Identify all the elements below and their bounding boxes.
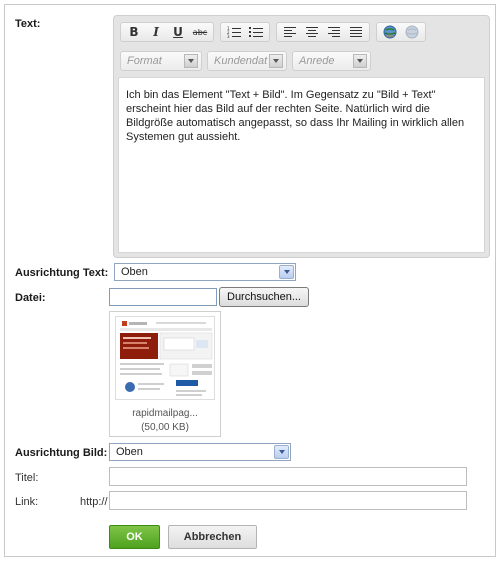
link-label: Link: (15, 496, 39, 508)
remove-link-button[interactable] (401, 23, 423, 41)
link-group (376, 22, 426, 42)
format-dropdown[interactable] (120, 51, 202, 71)
editor-toolbar-dropdowns (120, 51, 376, 71)
form-panel (4, 4, 496, 557)
chevron-down-icon (269, 54, 283, 68)
ordered-list-icon (227, 26, 241, 38)
thumbnail-preview-image (115, 316, 215, 400)
align-right-icon (328, 27, 340, 38)
align-left-button[interactable] (279, 23, 301, 41)
image-thumbnail[interactable] (109, 311, 221, 437)
align-left-icon (284, 27, 296, 38)
globe-link-icon (382, 25, 398, 39)
text-alignment-select[interactable] (114, 263, 296, 281)
chevron-down-icon (353, 54, 367, 68)
alignment-group (276, 22, 370, 42)
editor-toolbar-formatting (120, 22, 432, 42)
chevron-down-icon (184, 54, 198, 68)
insert-link-button[interactable] (379, 23, 401, 41)
align-justify-icon (350, 27, 362, 38)
file-path-input[interactable] (109, 288, 217, 306)
ordered-list-button[interactable] (223, 23, 245, 41)
strikethrough-button[interactable]: abc (192, 27, 208, 37)
underline-button[interactable]: U (173, 25, 183, 39)
italic-button[interactable]: I (153, 25, 159, 39)
align-right-button[interactable] (323, 23, 345, 41)
text-alignment-label: Ausrichtung Text: (15, 267, 109, 279)
thumbnail-filesize: (50,00 KB) (141, 422, 189, 433)
chevron-down-icon (274, 445, 289, 459)
image-alignment-label: Ausrichtung Bild: (15, 447, 108, 459)
list-group (220, 22, 270, 42)
bold-button[interactable]: B (129, 25, 139, 39)
text-style-group (120, 22, 214, 42)
webpage-preview-icon (116, 317, 215, 400)
cancel-button[interactable]: Abbrechen (168, 525, 257, 549)
chevron-down-icon (279, 265, 294, 279)
salutation-dropdown[interactable] (292, 51, 371, 71)
align-justify-button[interactable] (345, 23, 367, 41)
customer-data-dropdown-label: Kundendat (214, 55, 268, 67)
image-alignment-select[interactable] (109, 443, 291, 461)
format-dropdown-label: Format (127, 55, 162, 67)
link-input[interactable] (109, 491, 467, 510)
unordered-list-icon (249, 26, 263, 38)
ok-button[interactable]: OK (109, 525, 160, 549)
svg-text:1: 1 (227, 26, 230, 31)
thumbnail-filename: rapidmailpag... (132, 408, 198, 419)
file-label: Datei: (15, 292, 46, 304)
salutation-dropdown-label: Anrede (299, 55, 335, 67)
text-alignment-value: Oben (121, 266, 148, 278)
rich-text-editor (113, 15, 490, 258)
image-alignment-value: Oben (116, 446, 143, 458)
align-center-icon (306, 27, 318, 38)
svg-text:3: 3 (227, 34, 230, 38)
unlink-icon (404, 25, 420, 39)
unordered-list-button[interactable] (245, 23, 267, 41)
align-center-button[interactable] (301, 23, 323, 41)
link-prefix: http:// (80, 496, 108, 508)
svg-text:2: 2 (227, 30, 230, 35)
editor-content-area[interactable]: Ich bin das Element "Text + Bild". Im Gegensatz zu "Bild + Text" erscheint hier das Bild auf der rechten Seite. Natürlich wird die Bildgröße automatisch angepasst, so dass Ihr Mailing in wirklich allen Systemen gut aussieht. (118, 77, 485, 253)
customer-data-dropdown[interactable] (207, 51, 287, 71)
title-label: Titel: (15, 472, 39, 484)
title-input[interactable] (109, 467, 467, 486)
browse-button[interactable]: Durchsuchen... (219, 287, 309, 307)
text-label: Text: (15, 18, 41, 30)
